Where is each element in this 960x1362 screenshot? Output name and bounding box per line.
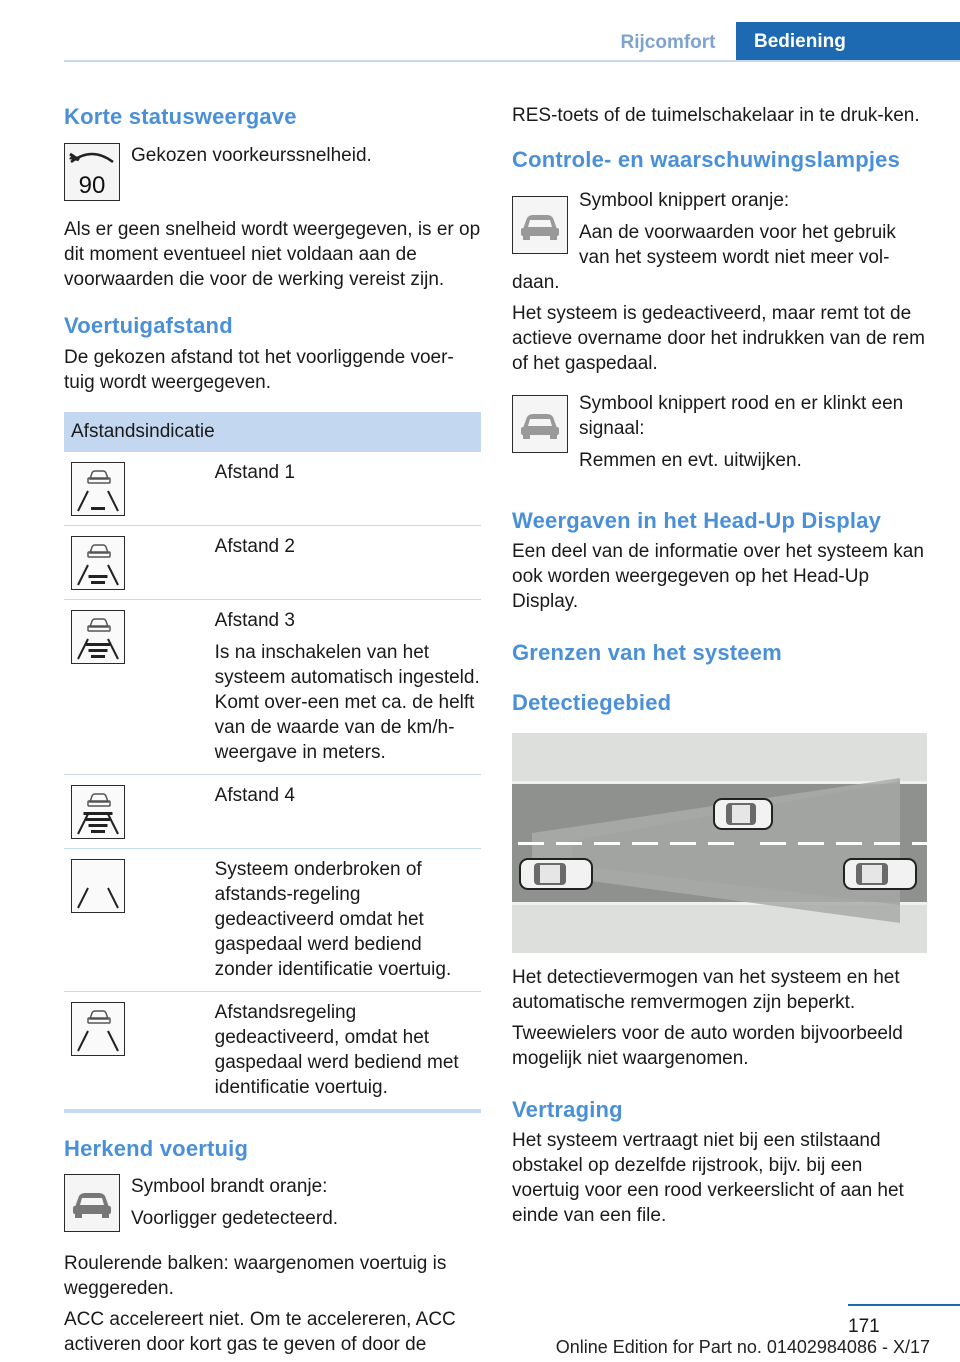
warning1-continued: daan. [512, 272, 560, 293]
deceleration-heading: Vertraging [512, 1097, 623, 1122]
distance-table-row [64, 775, 481, 849]
distance-heading: Voertuigafstand [64, 313, 233, 338]
distance-table-row [64, 600, 481, 775]
distance-1-icon [71, 462, 125, 516]
distance-table [64, 412, 481, 1113]
detected-paragraph1: Roulerende balken: waargenomen voertuig is weggereden. [64, 1253, 447, 1299]
distance-paragraph: De gekozen afstand tot het voorliggende voer-tuig wordt weergegeven. [64, 347, 454, 393]
detection-area-diagram [512, 733, 927, 953]
page-number: 171 [848, 1316, 880, 1337]
footer-rule [848, 1304, 960, 1306]
status-icon-row [64, 143, 481, 205]
car-blinking-orange-icon [512, 196, 568, 254]
deceleration-paragraph: Het systeem vertraagt niet bij een stilstaand obstakel op dezelfde rijstrook, bijv. bij een voertuig voor een rood verkeerslicht of aan het einde van een file. [512, 1130, 904, 1226]
distance-table-row [64, 452, 481, 526]
detected-heading: Herkend voertuig [64, 1136, 249, 1161]
car-orange-icon [64, 1174, 120, 1232]
road-lanes-icon [71, 859, 125, 913]
detected-icon-row [64, 1174, 481, 1236]
speed-value: 90 [78, 172, 106, 199]
detection-heading: Detectiegebied [512, 690, 672, 715]
header-chapter-tab[interactable]: Bediening [736, 22, 960, 62]
distance-2-icon [71, 536, 125, 590]
detected-line1: Symbool brandt oranje: [131, 1176, 328, 1197]
distance-table-header: Afstandsindicatie [64, 412, 215, 452]
distance-row-text: Afstand 1 [214, 462, 295, 483]
detection-paragraph1: Het detectievermogen van het systeem en het automatische remvermogen zijn beperkt. [512, 967, 900, 1013]
distance-row-text: Afstandsregeling gedeactiveerd, omdat het gaspedaal werd bediend met identificatie voertuig. [214, 1002, 459, 1098]
warning2-line2: Remmen en evt. uitwijken. [579, 450, 802, 471]
distance-table-row [64, 992, 481, 1112]
warning2-line1: Symbool knippert rood en er klinkt een signaal: [579, 393, 904, 439]
distance-table-row [64, 526, 481, 600]
warning1-row [512, 188, 927, 270]
distance-row-text: Is na inschakelen van het systeem automatisch ingesteld. Komt over-een met ca. de helft van de waarde van de km/h-weergave in meters. [214, 642, 480, 763]
distance-table-row [64, 849, 481, 992]
right-column [512, 100, 927, 1228]
distance-row-text: Afstand 3 [214, 610, 295, 631]
car-front-left [714, 799, 772, 829]
footer-edition: Online Edition for Part no. 01402984086 - X/17 [555, 1337, 930, 1357]
left-column [64, 100, 481, 1357]
warning-heading: Controle- en waarschuwingslampjes [512, 147, 901, 172]
hud-heading: Weergaven in het Head-Up Display [512, 508, 882, 533]
detection-paragraph2: Tweewielers voor de auto worden bijvoorbeeld mogelijk niet waargenomen. [512, 1023, 903, 1069]
status-paragraph: Als er geen snelheid wordt weergegeven, is er op dit moment eventueel niet voldaan aan de voorwaarden die voor de werking vereist zijn. [64, 219, 481, 290]
distance-3-icon [71, 610, 125, 664]
limits-heading: Grenzen van het systeem [512, 640, 782, 665]
status-heading: Korte statusweergave [64, 104, 297, 129]
detected-paragraph2: ACC accelereert niet. Om te accelereren, ACC activeren door kort gas te geven of door de [64, 1309, 456, 1355]
warning1-line1: Symbool knippert oranje: [579, 190, 790, 211]
distance-4-icon [71, 785, 125, 839]
distance-row-text: Systeem onderbroken of afstands-regeling gedeactiveerd omdat het gaspedaal werd bediend zonder identificatie voertuig. [214, 859, 452, 980]
warning2-row [512, 391, 927, 473]
status-text: Gekozen voorkeurssnelheid. [131, 145, 372, 166]
header-rule [64, 60, 960, 62]
car-road-lanes-icon [71, 1002, 125, 1056]
car-left [520, 859, 592, 889]
speedometer-icon [64, 143, 120, 201]
header-section-tab[interactable]: Rijcomfort [620, 32, 716, 53]
distance-row-text: Afstand 4 [214, 785, 295, 806]
warning1-paragraph: Het systeem is gedeactiveerd, maar remt tot de actieve overname door het indrukken van de rem of het gaspedaal. [512, 303, 925, 374]
distance-row-text: Afstand 2 [214, 536, 295, 557]
continued-paragraph: RES-toets of de tuimelschakelaar in te druk-ken. [512, 105, 920, 126]
car-right [844, 859, 916, 889]
detected-line2: Voorligger gedetecteerd. [131, 1208, 339, 1229]
hud-paragraph: Een deel van de informatie over het systeem kan ook worden weergegeven op het Head-Up Display. [512, 541, 924, 612]
warning1-line2: Aan de voorwaarden voor het gebruik van het systeem wordt niet meer vol- [579, 222, 896, 268]
car-blinking-red-icon [512, 395, 568, 453]
